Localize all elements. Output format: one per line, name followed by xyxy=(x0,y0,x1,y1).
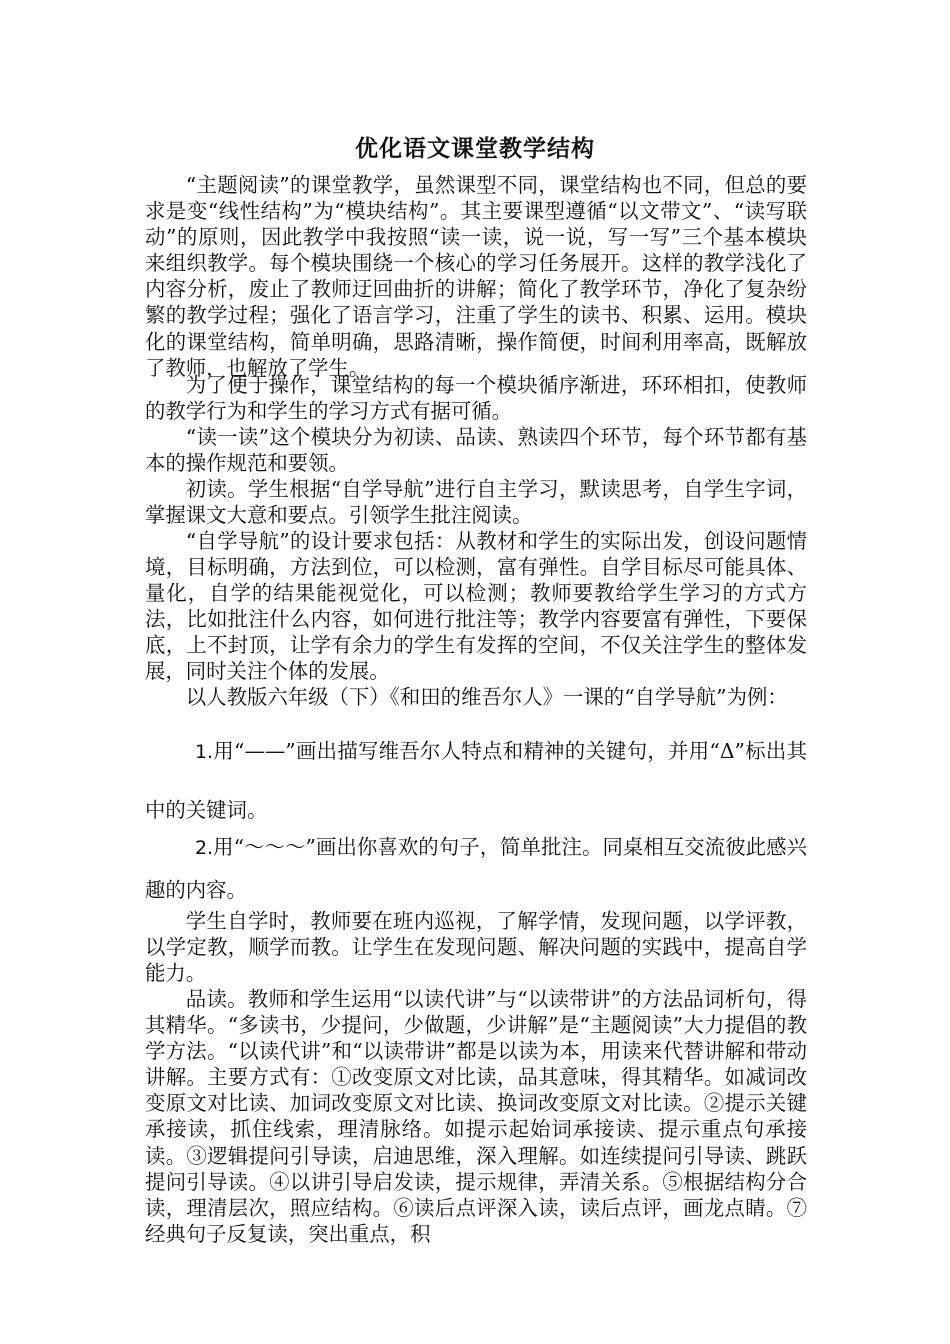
list-item-number: 1. xyxy=(194,741,214,763)
paragraph-module-order: 为了便于操作，课堂结构的每一个模块循序渐进，环环相扣，使教师的教学行为和学生的学习方式有据可循。 xyxy=(145,373,807,424)
list-item xyxy=(145,826,807,911)
paragraph-read-module: “读一读”这个模块分为初读、品读、熟读四个环节，每个环节都有基本的操作规范和要领。 xyxy=(145,425,807,476)
paragraph-first-reading: 初读。学生根据“自学导航”进行自主学习，默读思考，自学生字词，掌握课文大意和要点。引领学生批注阅读。 xyxy=(145,477,807,528)
paragraph-self-study-guide: “自学导航”的设计要求包括：从教材和学生的实际出发，创设问题情境，目标明确，方法到位，可以检测，富有弹性。自学目标尽可能具体、量化，自学的结果能视觉化，可以检测；教师要教给学生学习的方式方法，比如批注什么内容，如何进行批注等；教学内容要富有弹性，下要保底，上不封顶，让学有余力的学生有发挥的空间，不仅关注学生的整体发展，同时关注个体的发展。 xyxy=(145,529,807,684)
paragraph-intro: “主题阅读”的课堂教学，虽然课型不同，课堂结构也不同，但总的要求是变“线性结构”为“模块结构”。其主要课型遵循“以文带文”、“读写联动”的原则，因此教学中我按照“读一读，说一说，写一写”三个基本模块来组织教学。每个模块围绕一个核心的学习任务展开。这样的教学浅化了内容分析，废止了教师迂回曲折的讲解；简化了教学环节，净化了复杂纷繁的教学过程；强化了语言学习，注重了学生的读书、积累、运用。模块化的课堂结构，简单明确，思路清晰，操作简便，时间利用率高，既解放了教师，也解放了学生。 xyxy=(145,173,807,380)
list-item-number: 2. xyxy=(194,837,214,859)
list-item-text: 用“～～～”画出你喜欢的句子，简单批注。同桌相互交流彼此感兴趣的内容。 xyxy=(145,835,807,902)
paragraph-example-intro: 以人教版六年级（下）《和田的维吾尔人》一课的“自学导航”为例： xyxy=(185,685,788,709)
paragraph-teacher-patrol: 学生自学时，教师要在班内巡视，了解学情，发现问题，以学评教，以学定教，顺学而教。让学生在发现问题、解决问题的实践中，提高自学能力。 xyxy=(145,909,807,986)
paragraph-close-reading: 品读。教师和学生运用“以读代讲”与“以读带讲”的方法品词析句，得其精华。“多读书，少提问，少做题，少讲解”是“主题阅读”大力提倡的教学方法。“以读代讲”和“以读带讲”都是以读为本，用读来代替讲解和带动讲解。主要方式有：①改变原文对比读，品其意味，得其精华。如减词改变原文对比读、加词改变原文对比读、换词改变原文对比读。②提示关键承接读，抓住线索，理清脉络。如提示起始词承接读、提示重点句承接读。③逻辑提问引导读，启迪思维，深入理解。如连续提问引导读、跳跃提问引导读。④以讲引导启发读，提示规律，弄清关系。⑤根据结构分合读，理清层次，照应结构。⑥读后点评深入读，读后点评，画龙点睛。⑦经典句子反复读，突出重点，积 xyxy=(145,987,807,1246)
document-title: 优化语文课堂教学结构 xyxy=(355,135,595,162)
list-item xyxy=(145,722,807,839)
list-item-text: 用“——”画出描写维吾尔人特点和精神的关键句，并用“Δ”标出其中的关键词。 xyxy=(145,739,807,822)
